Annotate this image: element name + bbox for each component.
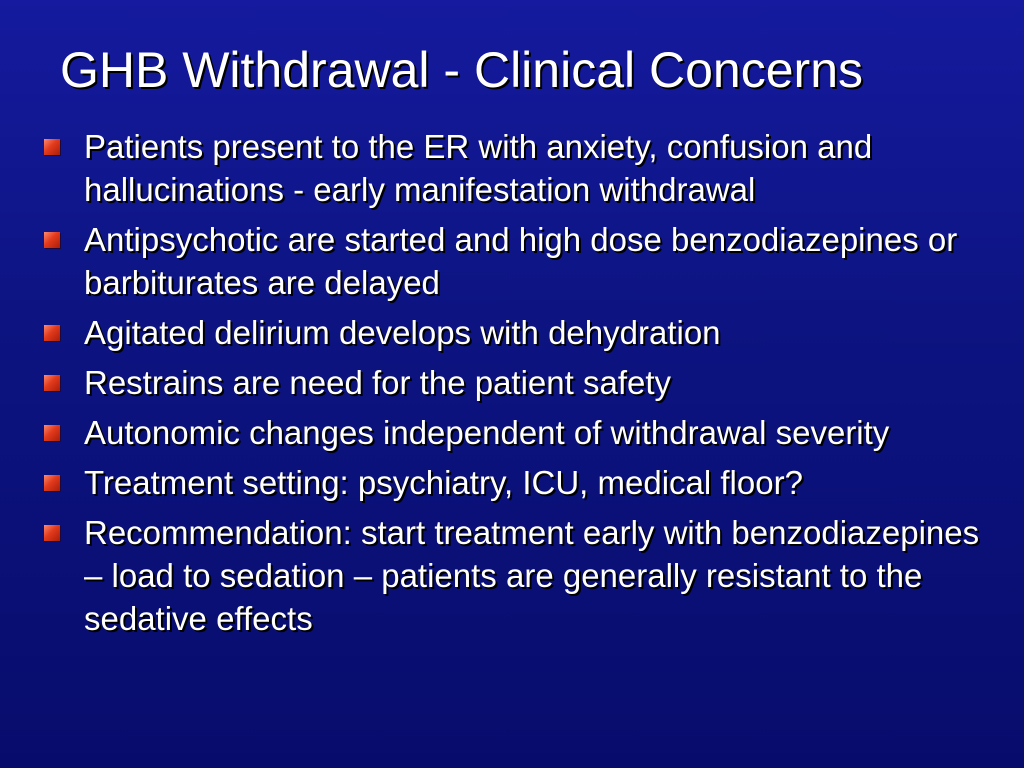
bullet-text: Autonomic changes independent of withdrawal severity <box>84 414 890 451</box>
bullet-item <box>44 218 1004 304</box>
square-bullet-icon <box>44 139 60 155</box>
bullet-item <box>44 511 1004 640</box>
bullet-item <box>44 361 1004 404</box>
bullet-text: Treatment setting: psychiatry, ICU, medical floor? <box>84 464 803 501</box>
bullet-list <box>44 125 1004 647</box>
bullet-text: Restrains are need for the patient safety <box>84 364 672 401</box>
bullet-item <box>44 411 1004 454</box>
slide-title: GHB Withdrawal - Clinical Concerns <box>60 42 864 98</box>
square-bullet-icon <box>44 475 60 491</box>
bullet-text: Agitated delirium develops with dehydration <box>84 314 721 351</box>
bullet-item <box>44 461 1004 504</box>
bullet-text: Recommendation: start treatment early with benzodiazepines – load to sedation – patients are generally resistant to the sedative effects <box>84 514 980 637</box>
square-bullet-icon <box>44 425 60 441</box>
bullet-item <box>44 311 1004 354</box>
square-bullet-icon <box>44 325 60 341</box>
bullet-item <box>44 125 1004 211</box>
square-bullet-icon <box>44 525 60 541</box>
square-bullet-icon <box>44 375 60 391</box>
bullet-text: Patients present to the ER with anxiety, confusion and hallucinations - early manifestation withdrawal <box>84 128 873 208</box>
square-bullet-icon <box>44 232 60 248</box>
bullet-text: Antipsychotic are started and high dose benzodiazepines or barbiturates are delayed <box>84 221 958 301</box>
